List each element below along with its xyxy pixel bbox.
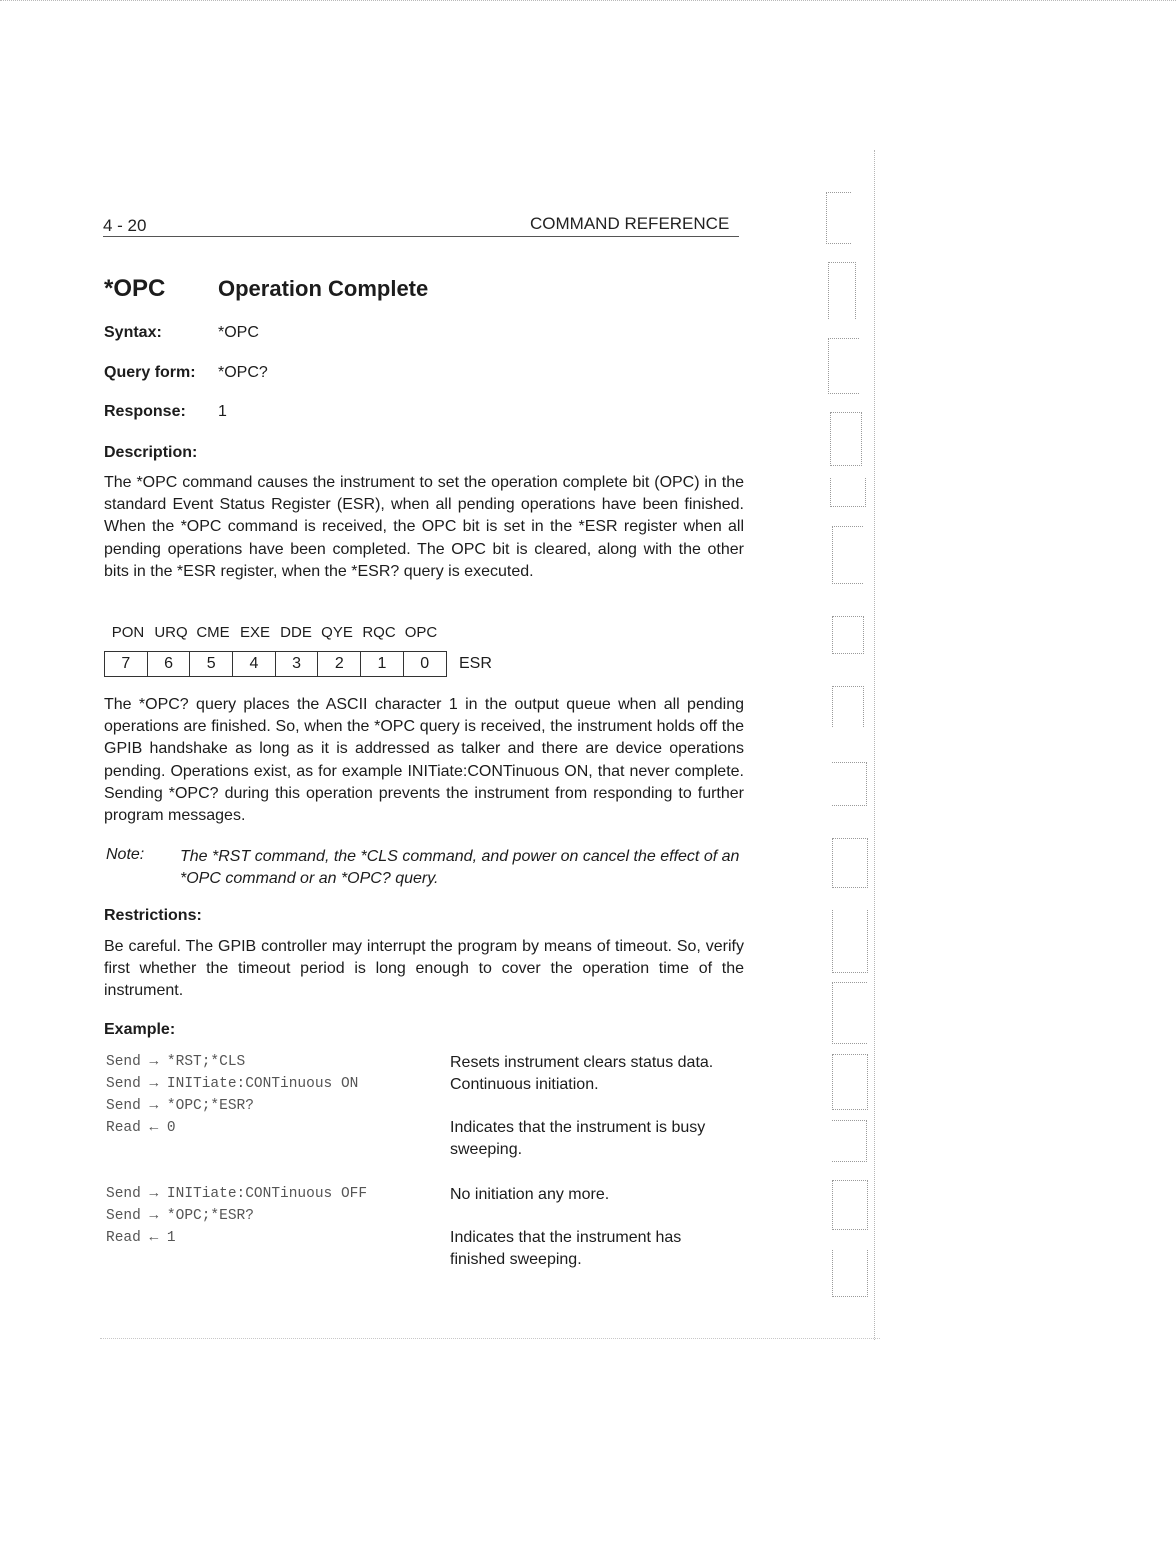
example-description: Indicates that the instrument is busy sweeping. — [450, 1119, 706, 1158]
syntax-value: *OPC — [218, 324, 259, 341]
example-line: Read ← 1 — [106, 1230, 176, 1246]
bit-cell: 7 — [105, 652, 148, 676]
bit-name: URQ — [154, 624, 188, 641]
example-line: Send → *RST;*CLS — [106, 1054, 246, 1070]
bit-name: OPC — [404, 624, 438, 641]
bit-name: CME — [196, 624, 230, 641]
running-header: COMMAND REFERENCE — [530, 214, 730, 233]
description-paragraph-1: The *OPC command causes the instrument to set the operation complete bit (OPC) in the standard Event Status Register (ESR), when all pending operations have been finished. When the *OPC command is received, the OPC bit is set in the *ESR register when all pending operations have been completed. The OPC bit is cleared, along with the other bits in the *ESR register, when the *ESR? query is executed. — [104, 474, 744, 580]
example-heading: Example: — [104, 1021, 176, 1038]
bit-name: PON — [111, 624, 145, 641]
example-description: Resets instrument clears status data. — [450, 1054, 714, 1071]
bit-cell: 4 — [233, 652, 276, 676]
example-line: Send → INITiate:CONTinuous OFF — [106, 1186, 368, 1202]
register-bit-names — [106, 624, 442, 641]
example-description: Indicates that the instrument has finished sweeping. — [450, 1229, 682, 1268]
restrictions-heading: Restrictions: — [104, 907, 202, 924]
margin-scan-marks — [822, 150, 882, 1340]
bit-cell: 3 — [276, 652, 319, 676]
response-value: 1 — [218, 403, 227, 420]
bit-name: RQC — [362, 624, 396, 641]
restrictions-text: Be careful. The GPIB controller may interrupt the program by means of timeout. So, verify first whether the timeout period is long enough to cover the operation time of the instrument. — [104, 938, 744, 1000]
example-description: Continuous initiation. — [450, 1076, 599, 1093]
syntax-label: Syntax: — [104, 324, 162, 341]
bit-name: QYE — [321, 624, 353, 641]
page-number: 4 - 20 — [103, 216, 147, 235]
query-form-value: *OPC? — [218, 364, 268, 381]
bit-cell: 5 — [190, 652, 233, 676]
esr-register-bits — [104, 651, 447, 677]
note-label: Note: — [106, 846, 145, 863]
scan-bottom-edge — [100, 1338, 880, 1339]
register-name: ESR — [459, 655, 492, 672]
bit-cell: 6 — [148, 652, 191, 676]
bit-cell: 2 — [318, 652, 361, 676]
bit-name: EXE — [239, 624, 270, 641]
example-description: No initiation any more. — [450, 1186, 610, 1203]
bit-cell: 0 — [420, 655, 430, 672]
command-name: Operation Complete — [218, 276, 429, 301]
example-line: Send → INITiate:CONTinuous ON — [106, 1076, 359, 1092]
example-line: Read ← 0 — [106, 1120, 176, 1136]
bit-name: DDE — [280, 624, 312, 641]
response-label: Response: — [104, 403, 186, 420]
command-title: *OPC — [104, 275, 166, 302]
description-heading: Description: — [104, 444, 198, 461]
query-form-label: Query form: — [104, 364, 196, 381]
bit-cell: 1 — [361, 652, 404, 676]
scan-top-edge — [0, 0, 1176, 1]
example-line: Send → *OPC;*ESR? — [106, 1208, 254, 1224]
note-text: The *RST command, the *CLS command, and power on cancel the effect of an *OPC command or an *OPC? query. — [180, 848, 740, 887]
header-rule — [103, 236, 739, 237]
example-line: Send → *OPC;*ESR? — [106, 1098, 254, 1114]
description-paragraph-2: The *OPC? query places the ASCII character 1 in the output queue when all pending operations are finished. So, when the *OPC query is received, the instrument holds off the GPIB handshake as long as it is addressed as talker and there are device operations pending. Operations exist, as for example INITiate:CONTinuous ON, that never complete. Sending *OPC? during this operation prevents the instrument from responding to further program messages. — [104, 696, 744, 825]
